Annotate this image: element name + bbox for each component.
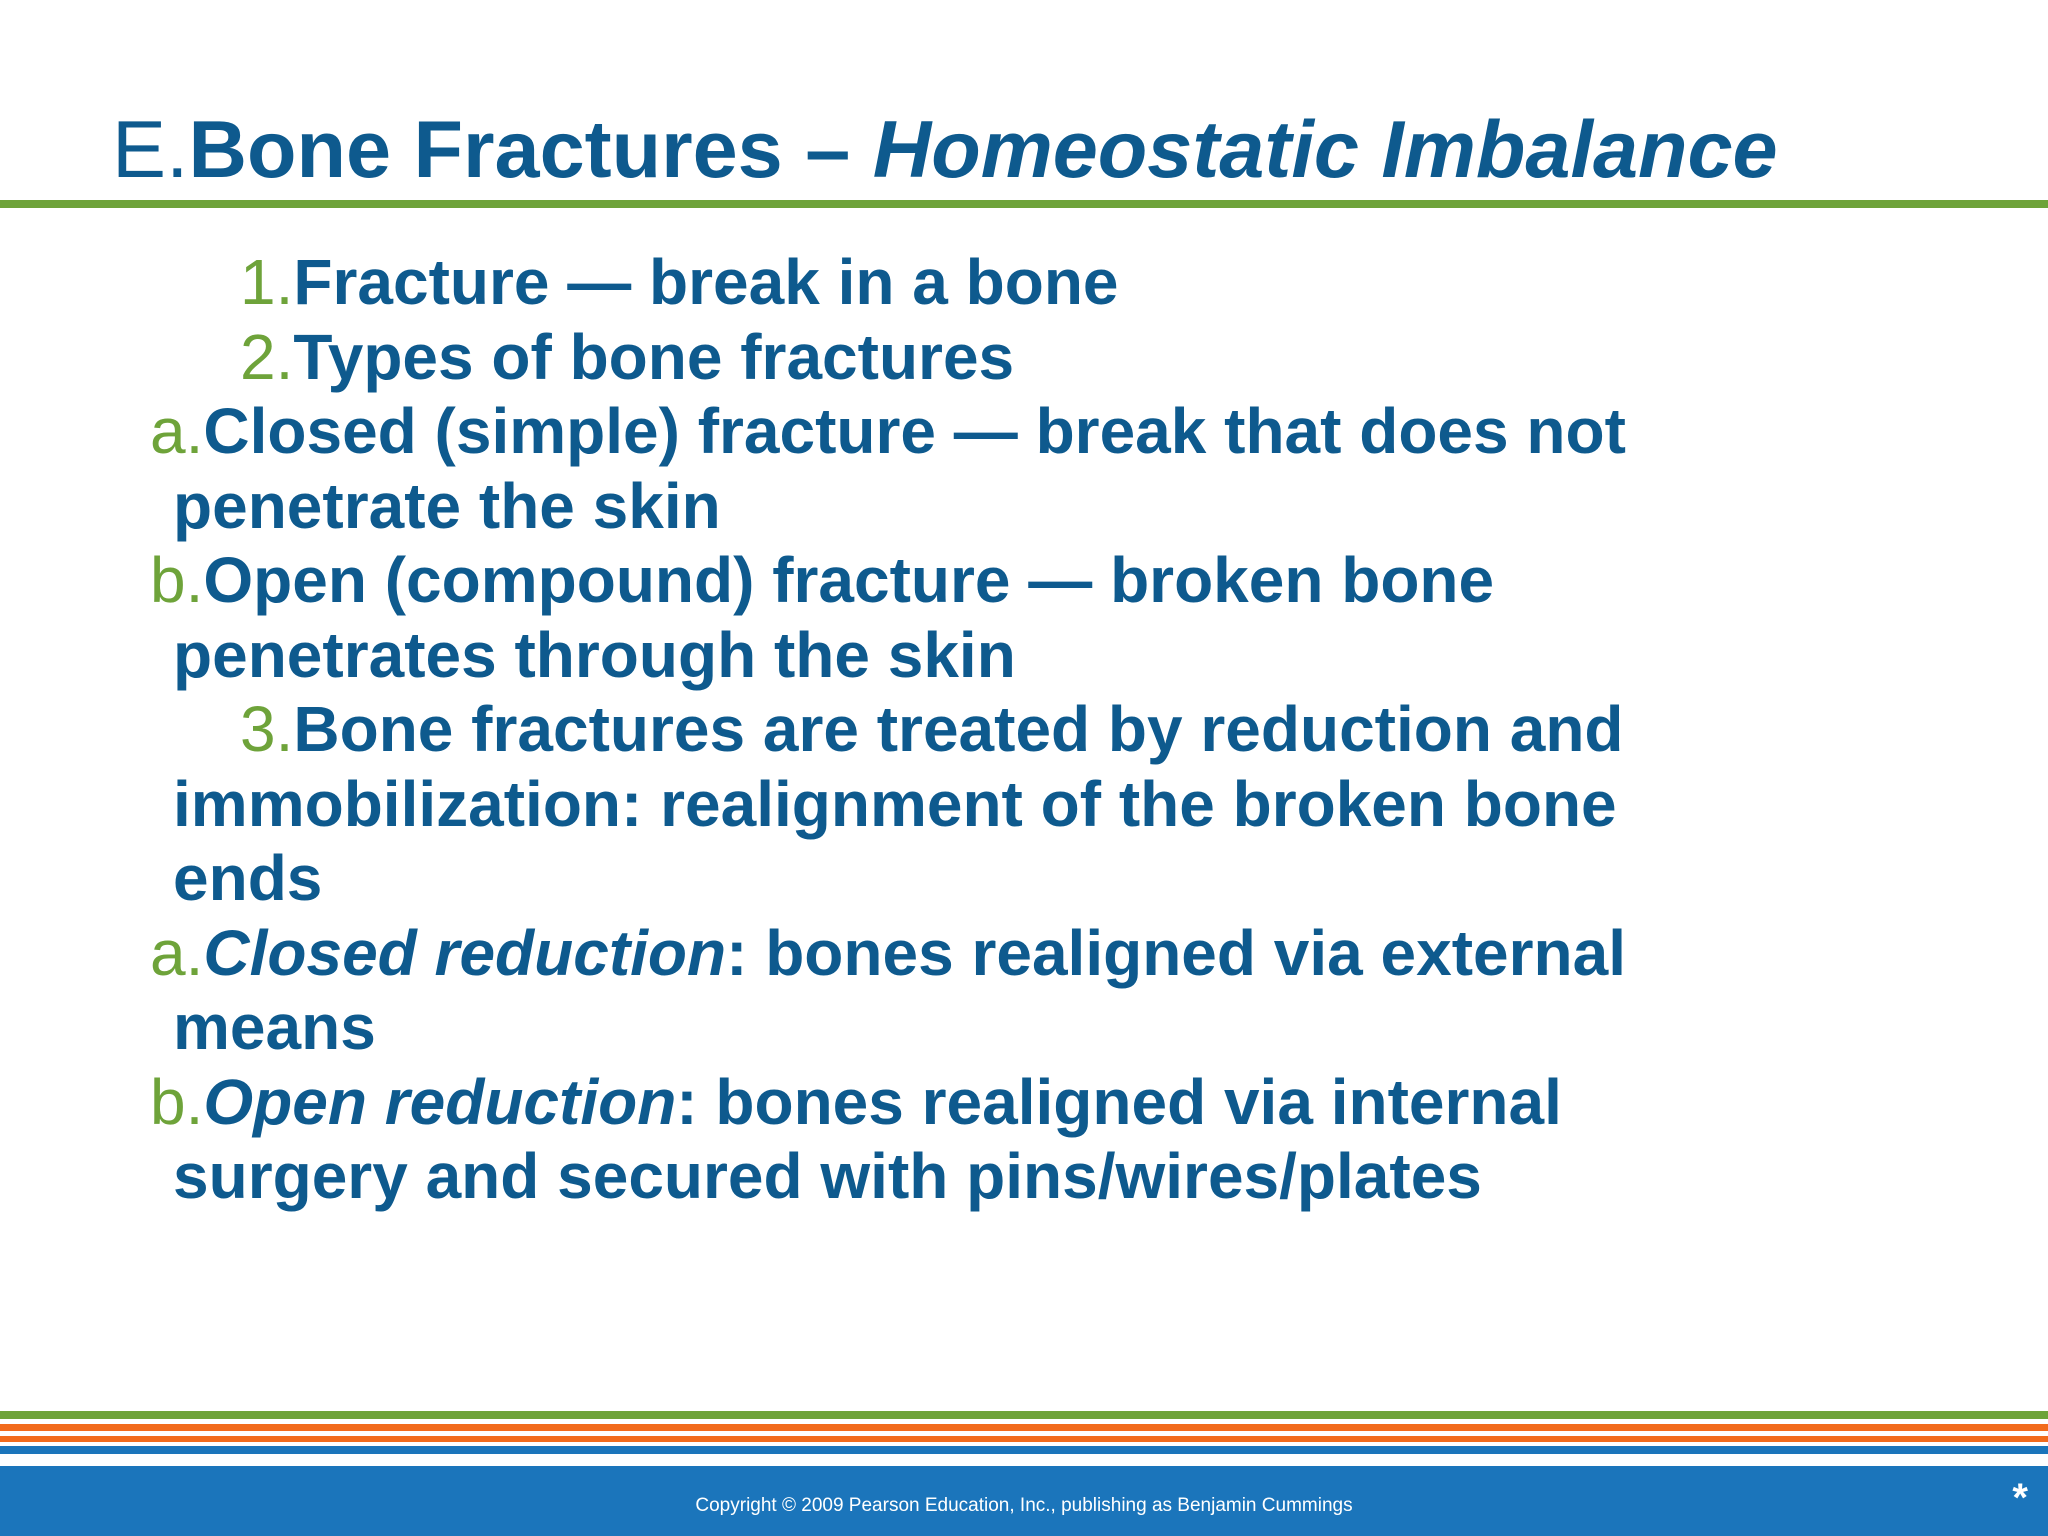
list-item <box>240 245 1119 320</box>
list-item-text: : bones realigned via internal <box>676 1066 1562 1138</box>
list-marker: b. <box>150 1066 204 1138</box>
list-item-text: Types of bone fractures <box>293 321 1015 393</box>
footer-stripe-green <box>0 1411 2048 1419</box>
list-item-text: Open (compound) fracture — broken bone <box>203 544 1495 616</box>
list-item <box>240 320 1014 395</box>
list-item-term: Open reduction <box>203 1066 677 1138</box>
list-marker: a. <box>150 395 204 467</box>
corner-asterisk: * <box>2012 1476 2028 1520</box>
list-item-text: Fracture — break in a bone <box>293 246 1119 318</box>
list-item-term: Closed reduction <box>203 917 727 989</box>
footer-stripe-orange <box>0 1436 2048 1442</box>
list-item-text: Bone fractures are treated by reduction and <box>293 693 1624 765</box>
list-item <box>150 394 1626 469</box>
slide-title <box>112 102 1778 198</box>
list-marker: 3. <box>240 693 294 765</box>
list-item <box>150 1065 1562 1140</box>
list-item-continuation: penetrate the skin <box>173 470 721 542</box>
title-prefix: E. <box>112 105 189 195</box>
list-item-continuation: penetrates through the skin <box>173 619 1016 691</box>
list-item-continuation: ends <box>173 842 323 914</box>
list-marker: 1. <box>240 246 294 318</box>
list-item-continuation: means <box>173 991 376 1063</box>
list-item <box>240 692 1624 767</box>
list-item-continuation: surgery and secured with pins/wires/plates <box>173 1140 1482 1212</box>
list-marker: 2. <box>240 321 294 393</box>
title-main: Bone Fractures – <box>188 105 873 195</box>
list-marker: a. <box>150 917 204 989</box>
list-item <box>150 543 1494 618</box>
list-item-text: : bones realigned via external <box>726 917 1626 989</box>
copyright-text: Copyright © 2009 Pearson Education, Inc., publishing as Benjamin Cummings <box>695 1495 1353 1516</box>
list-item-continuation: immobilization: realignment of the broken bone <box>173 768 1617 840</box>
title-italic: Homeostatic Imbalance <box>872 105 1778 195</box>
list-marker: b. <box>150 544 204 616</box>
title-divider <box>0 200 2048 208</box>
footer-stripe-blue <box>0 1446 2048 1454</box>
list-item-text: Closed (simple) fracture — break that does not <box>203 395 1626 467</box>
list-item <box>150 916 1626 991</box>
footer-stripe-orange <box>0 1424 2048 1431</box>
